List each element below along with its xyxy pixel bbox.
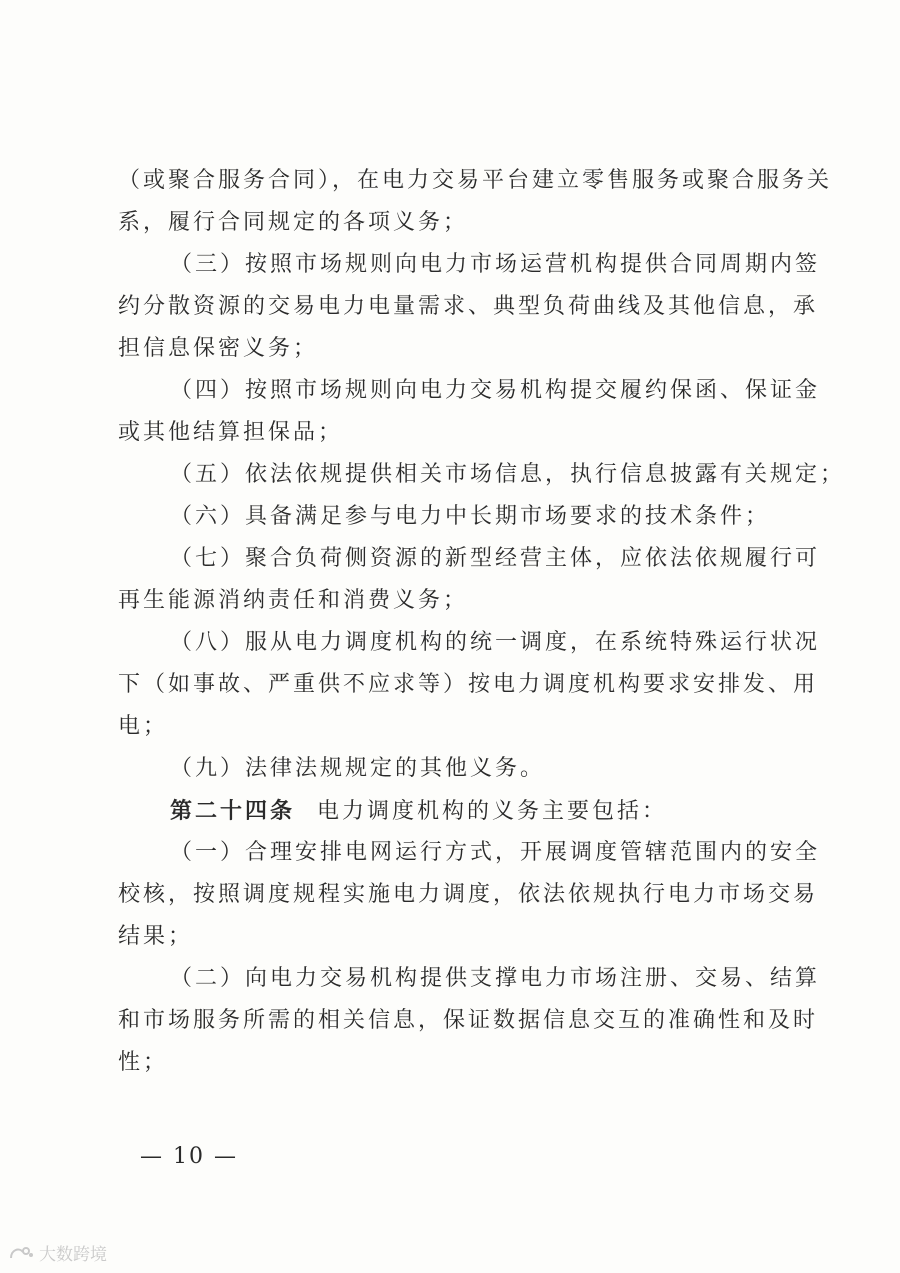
- text-line: 担信息保密义务；: [118, 336, 319, 361]
- text-line: 电；: [118, 714, 169, 739]
- text-line: （三）按照市场规则向电力市场运营机构提供合同周期内签: [170, 252, 821, 277]
- text-line: （一）合理安排电网运行方式，开展调度管辖范围内的安全: [170, 840, 821, 865]
- watermark: [8, 1240, 107, 1265]
- text-line: 和市场服务所需的相关信息，保证数据信息交互的准确性和及时: [118, 1008, 819, 1033]
- text-line: 性；: [118, 1050, 169, 1075]
- text-line: 结果；: [118, 924, 194, 949]
- text-line: （七）聚合负荷侧资源的新型经营主体，应依法依规履行可: [170, 546, 821, 571]
- page-number: — 10 —: [140, 1144, 238, 1169]
- text-line: 再生能源消纳责任和消费义务；: [118, 588, 469, 613]
- watermark-logo-icon: [8, 1244, 34, 1262]
- text-line: 系，履行合同规定的各项义务；: [118, 210, 469, 235]
- article-number: 第二十四条: [170, 798, 296, 824]
- watermark-text: 大数跨境: [39, 1245, 107, 1265]
- text-line: （五）依法依规提供相关市场信息，执行信息披露有关规定；: [170, 462, 846, 487]
- text-line: 校核，按照调度规程实施电力调度，依法依规执行电力市场交易: [118, 882, 819, 907]
- article-heading-line: [170, 796, 788, 827]
- text-line: （或聚合服务合同），在电力交易平台建立零售服务或聚合服务关: [118, 168, 833, 193]
- text-line: 或其他结算担保品；: [118, 420, 344, 445]
- text-line: （四）按照市场规则向电力交易机构提交履约保函、保证金: [170, 378, 821, 403]
- text-line: （二）向电力交易机构提供支撑电力市场注册、交易、结算: [170, 966, 821, 991]
- text-line: （六）具备满足参与电力中长期市场要求的技术条件；: [170, 504, 771, 529]
- text-line: （八）服从电力调度机构的统一调度，在系统特殊运行状况: [170, 630, 821, 655]
- text-line: 约分散资源的交易电力电量需求、典型负荷曲线及其他信息，承: [118, 294, 819, 319]
- text-line: （九）法律法规规定的其他义务。: [170, 756, 546, 781]
- text-line: 下（如事故、严重供不应求等）按电力调度机构要求安排发、用: [118, 672, 819, 697]
- article-text: 电力调度机构的义务主要包括：: [317, 799, 668, 824]
